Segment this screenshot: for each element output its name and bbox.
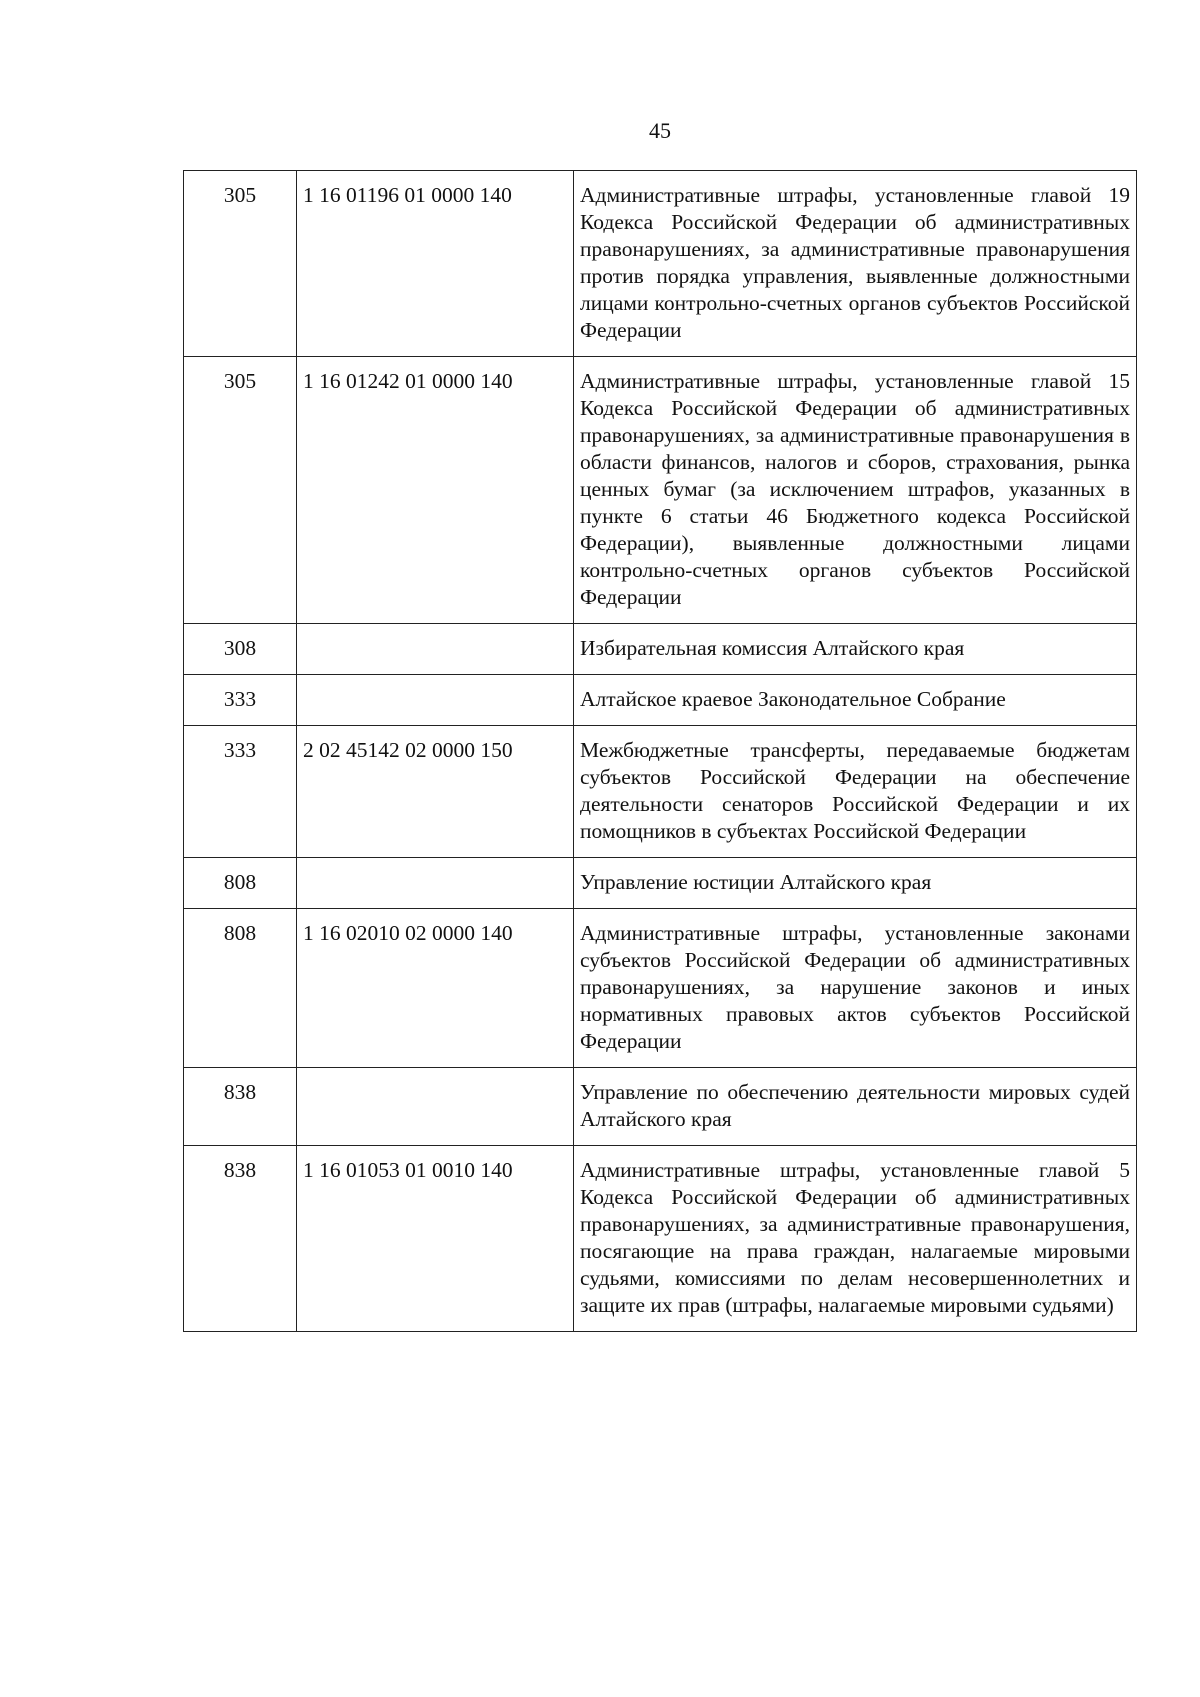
table-row <box>184 858 1137 909</box>
admin-code-cell: 305 <box>184 171 297 357</box>
revenue-code-cell: 1 16 02010 02 0000 140 <box>297 909 574 1068</box>
admin-code-cell: 305 <box>184 357 297 624</box>
admin-code-cell: 308 <box>184 624 297 675</box>
revenue-code-cell: 2 02 45142 02 0000 150 <box>297 726 574 858</box>
revenue-name-cell: Управление юстиции Алтайского края <box>574 858 1137 909</box>
revenue-name-cell: Алтайское краевое Законодательное Собрание <box>574 675 1137 726</box>
revenue-code-cell: 1 16 01242 01 0000 140 <box>297 357 574 624</box>
table-row <box>184 675 1137 726</box>
revenue-codes-table <box>183 170 1137 1332</box>
table-row <box>184 726 1137 858</box>
revenue-code-cell <box>297 858 574 909</box>
table-row <box>184 1068 1137 1146</box>
page-number: 45 <box>649 118 671 143</box>
table-row <box>184 624 1137 675</box>
revenue-code-cell: 1 16 01196 01 0000 140 <box>297 171 574 357</box>
revenue-code-cell <box>297 1068 574 1146</box>
revenue-code-cell <box>297 675 574 726</box>
revenue-name-cell: Межбюджетные трансферты, передаваемые бюджетам субъектов Российской Федерации на обеспечение деятельности сенаторов Российской Федерации и их помощников в субъектах Российской Федерации <box>574 726 1137 858</box>
revenue-code-cell <box>297 624 574 675</box>
admin-code-cell: 333 <box>184 726 297 858</box>
table-row <box>184 171 1137 357</box>
table-row <box>184 909 1137 1068</box>
revenue-name-cell: Административные штрафы, установленные главой 15 Кодекса Российской Федерации об административных правонарушениях, за административные правонарушения в области финансов, налогов и сборов, страхования, рынка ценных бумаг (за исключением штрафов, указанных в пункте 6 статьи 46 Бюджетного кодекса Российской Федерации), выявленные должностными лицами контрольно-счетных органов субъектов Российской Федерации <box>574 357 1137 624</box>
revenue-code-cell: 1 16 01053 01 0010 140 <box>297 1146 574 1332</box>
revenue-name-cell: Административные штрафы, установленные главой 5 Кодекса Российской Федерации об административных правонарушениях, за административные правонарушения, посягающие на права граждан, налагаемые мировыми судьями, комиссиями по делам несовершеннолетних и защите их прав (штрафы, налагаемые мировыми судьями) <box>574 1146 1137 1332</box>
revenue-name-cell: Избирательная комиссия Алтайского края <box>574 624 1137 675</box>
revenue-name-cell: Административные штрафы, установленные законами субъектов Российской Федерации об административных правонарушениях, за нарушение законов и иных нормативных правовых актов субъектов Российской Федерации <box>574 909 1137 1068</box>
revenue-name-cell: Управление по обеспечению деятельности мировых судей Алтайского края <box>574 1068 1137 1146</box>
admin-code-cell: 808 <box>184 909 297 1068</box>
revenue-name-cell: Административные штрафы, установленные главой 19 Кодекса Российской Федерации об административных правонарушениях, за административные правонарушения против порядка управления, выявленные должностными лицами контрольно-счетных органов субъектов Российской Федерации <box>574 171 1137 357</box>
admin-code-cell: 838 <box>184 1068 297 1146</box>
table-row <box>184 357 1137 624</box>
admin-code-cell: 333 <box>184 675 297 726</box>
admin-code-cell: 838 <box>184 1146 297 1332</box>
table-row <box>184 1146 1137 1332</box>
admin-code-cell: 808 <box>184 858 297 909</box>
